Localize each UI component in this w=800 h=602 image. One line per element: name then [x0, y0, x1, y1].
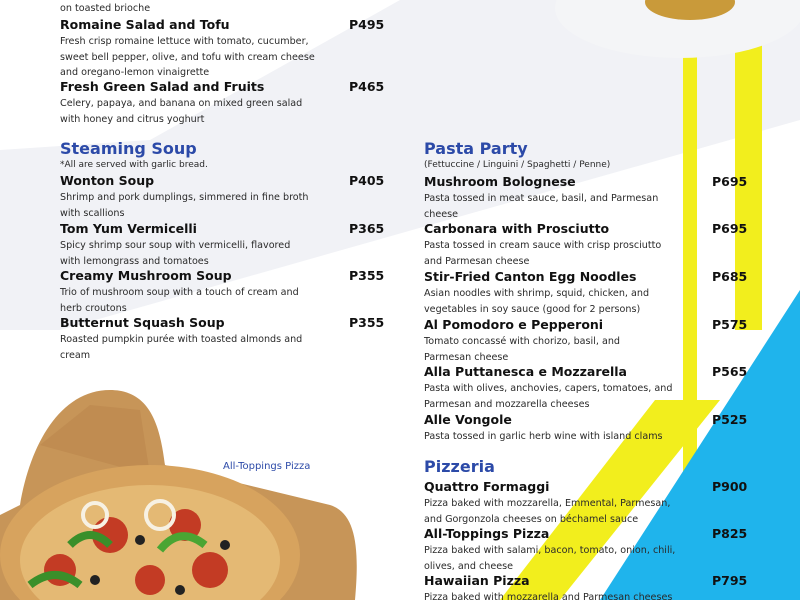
menu-item	[60, 221, 390, 269]
item-description: Asian noodles with shrimp, squid, chicken, and vegetables in soy sauce (good for 2 persons)	[424, 288, 650, 315]
item-price: P695	[712, 174, 748, 189]
item-description: Pizza baked with mozzarella, Emmental, Parmesan, and Gorgonzola cheeses on béchamel sauce	[424, 498, 671, 525]
menu-item	[60, 173, 390, 221]
pizza-photo	[0, 385, 360, 600]
photo-caption: All-Toppings Pizza	[223, 461, 311, 472]
menu-item	[424, 174, 754, 222]
item-name: Fresh Green Salad and Fruits	[60, 79, 265, 94]
item-name: Tom Yum Vermicelli	[60, 221, 197, 236]
item-description: Pizza baked with salami, bacon, tomato, onion, chili, olives, and cheese	[424, 545, 676, 572]
item-name: Wonton Soup	[60, 173, 155, 188]
item-name: Alla Puttanesca e Mozzarella	[424, 364, 627, 379]
item-description: Celery, papaya, and banana on mixed green salad with honey and citrus yoghurt	[60, 98, 303, 125]
menu-item	[424, 269, 754, 317]
menu-item	[424, 221, 754, 269]
item-price: P365	[349, 221, 385, 236]
item-name: Carbonara with Prosciutto	[424, 221, 610, 236]
item-description: Fresh crisp romaine lettuce with tomato, cucumber, sweet bell pepper, olive, and tofu with cream cheese and oregano-lemon vinaigrette	[60, 36, 315, 78]
item-description: Pasta tossed in meat sauce, basil, and Parmesan cheese	[424, 193, 659, 220]
item-price: P525	[712, 412, 748, 427]
item-description: Roasted pumpkin purée with toasted almonds and cream	[60, 334, 303, 361]
item-description: Spicy shrimp sour soup with vermicelli, flavored with lemongrass and tomatoes	[60, 240, 291, 267]
item-price: P355	[349, 268, 385, 283]
menu-item	[60, 79, 390, 127]
menu-item	[424, 317, 754, 365]
menu-item	[424, 573, 754, 602]
item-description: Pasta tossed in garlic herb wine with island clams	[424, 431, 663, 442]
section-title-pizza: Pizzeria	[424, 457, 495, 476]
item-name: Al Pomodoro e Pepperoni	[424, 317, 604, 332]
section-note: (Fettuccine / Linguini / Spaghetti / Penne)	[424, 160, 611, 170]
section-title-soup: Steaming Soup	[60, 139, 197, 158]
section-note: *All are served with garlic bread.	[60, 160, 208, 170]
item-name: Romaine Salad and Tofu	[60, 17, 230, 32]
item-description: Pizza baked with mozzarella and Parmesan cheeses	[424, 592, 673, 602]
item-price: P465	[349, 79, 385, 94]
item-price: P685	[712, 269, 748, 284]
item-name: Butternut Squash Soup	[60, 315, 225, 330]
partial-item-desc: on toasted brioche	[60, 3, 151, 14]
menu-item	[60, 315, 390, 363]
item-price: P355	[349, 315, 385, 330]
item-name: All-Toppings Pizza	[424, 526, 550, 541]
item-price: P900	[712, 479, 748, 494]
menu-item	[424, 364, 754, 412]
section-title-pasta: Pasta Party	[424, 139, 528, 158]
item-description: Trio of mushroom soup with a touch of cream and herb croutons	[60, 287, 299, 314]
menu-item	[424, 479, 754, 527]
item-price: P565	[712, 364, 748, 379]
item-name: Creamy Mushroom Soup	[60, 268, 232, 283]
item-price: P795	[712, 573, 748, 588]
item-description: Pasta with olives, anchovies, capers, tomatoes, and Parmesan and mozzarella cheeses	[424, 383, 673, 410]
menu-item	[424, 526, 754, 574]
item-name: Alle Vongole	[424, 412, 512, 427]
item-price: P495	[349, 17, 385, 32]
item-description: Shrimp and pork dumplings, simmered in fine broth with scallions	[60, 192, 309, 219]
item-description: Tomato concassé with chorizo, basil, and Parmesan cheese	[424, 336, 621, 363]
item-price: P575	[712, 317, 748, 332]
item-price: P825	[712, 526, 748, 541]
item-price: P695	[712, 221, 748, 236]
menu-item	[60, 17, 390, 81]
item-name: Hawaiian Pizza	[424, 573, 530, 588]
item-description: Pasta tossed in cream sauce with crisp prosciutto and Parmesan cheese	[424, 240, 662, 267]
item-name: Quattro Formaggi	[424, 479, 550, 494]
menu-item	[60, 268, 390, 316]
item-price: P405	[349, 173, 385, 188]
item-name: Stir-Fried Canton Egg Noodles	[424, 269, 637, 284]
item-name: Mushroom Bolognese	[424, 174, 576, 189]
menu-item	[424, 412, 754, 445]
